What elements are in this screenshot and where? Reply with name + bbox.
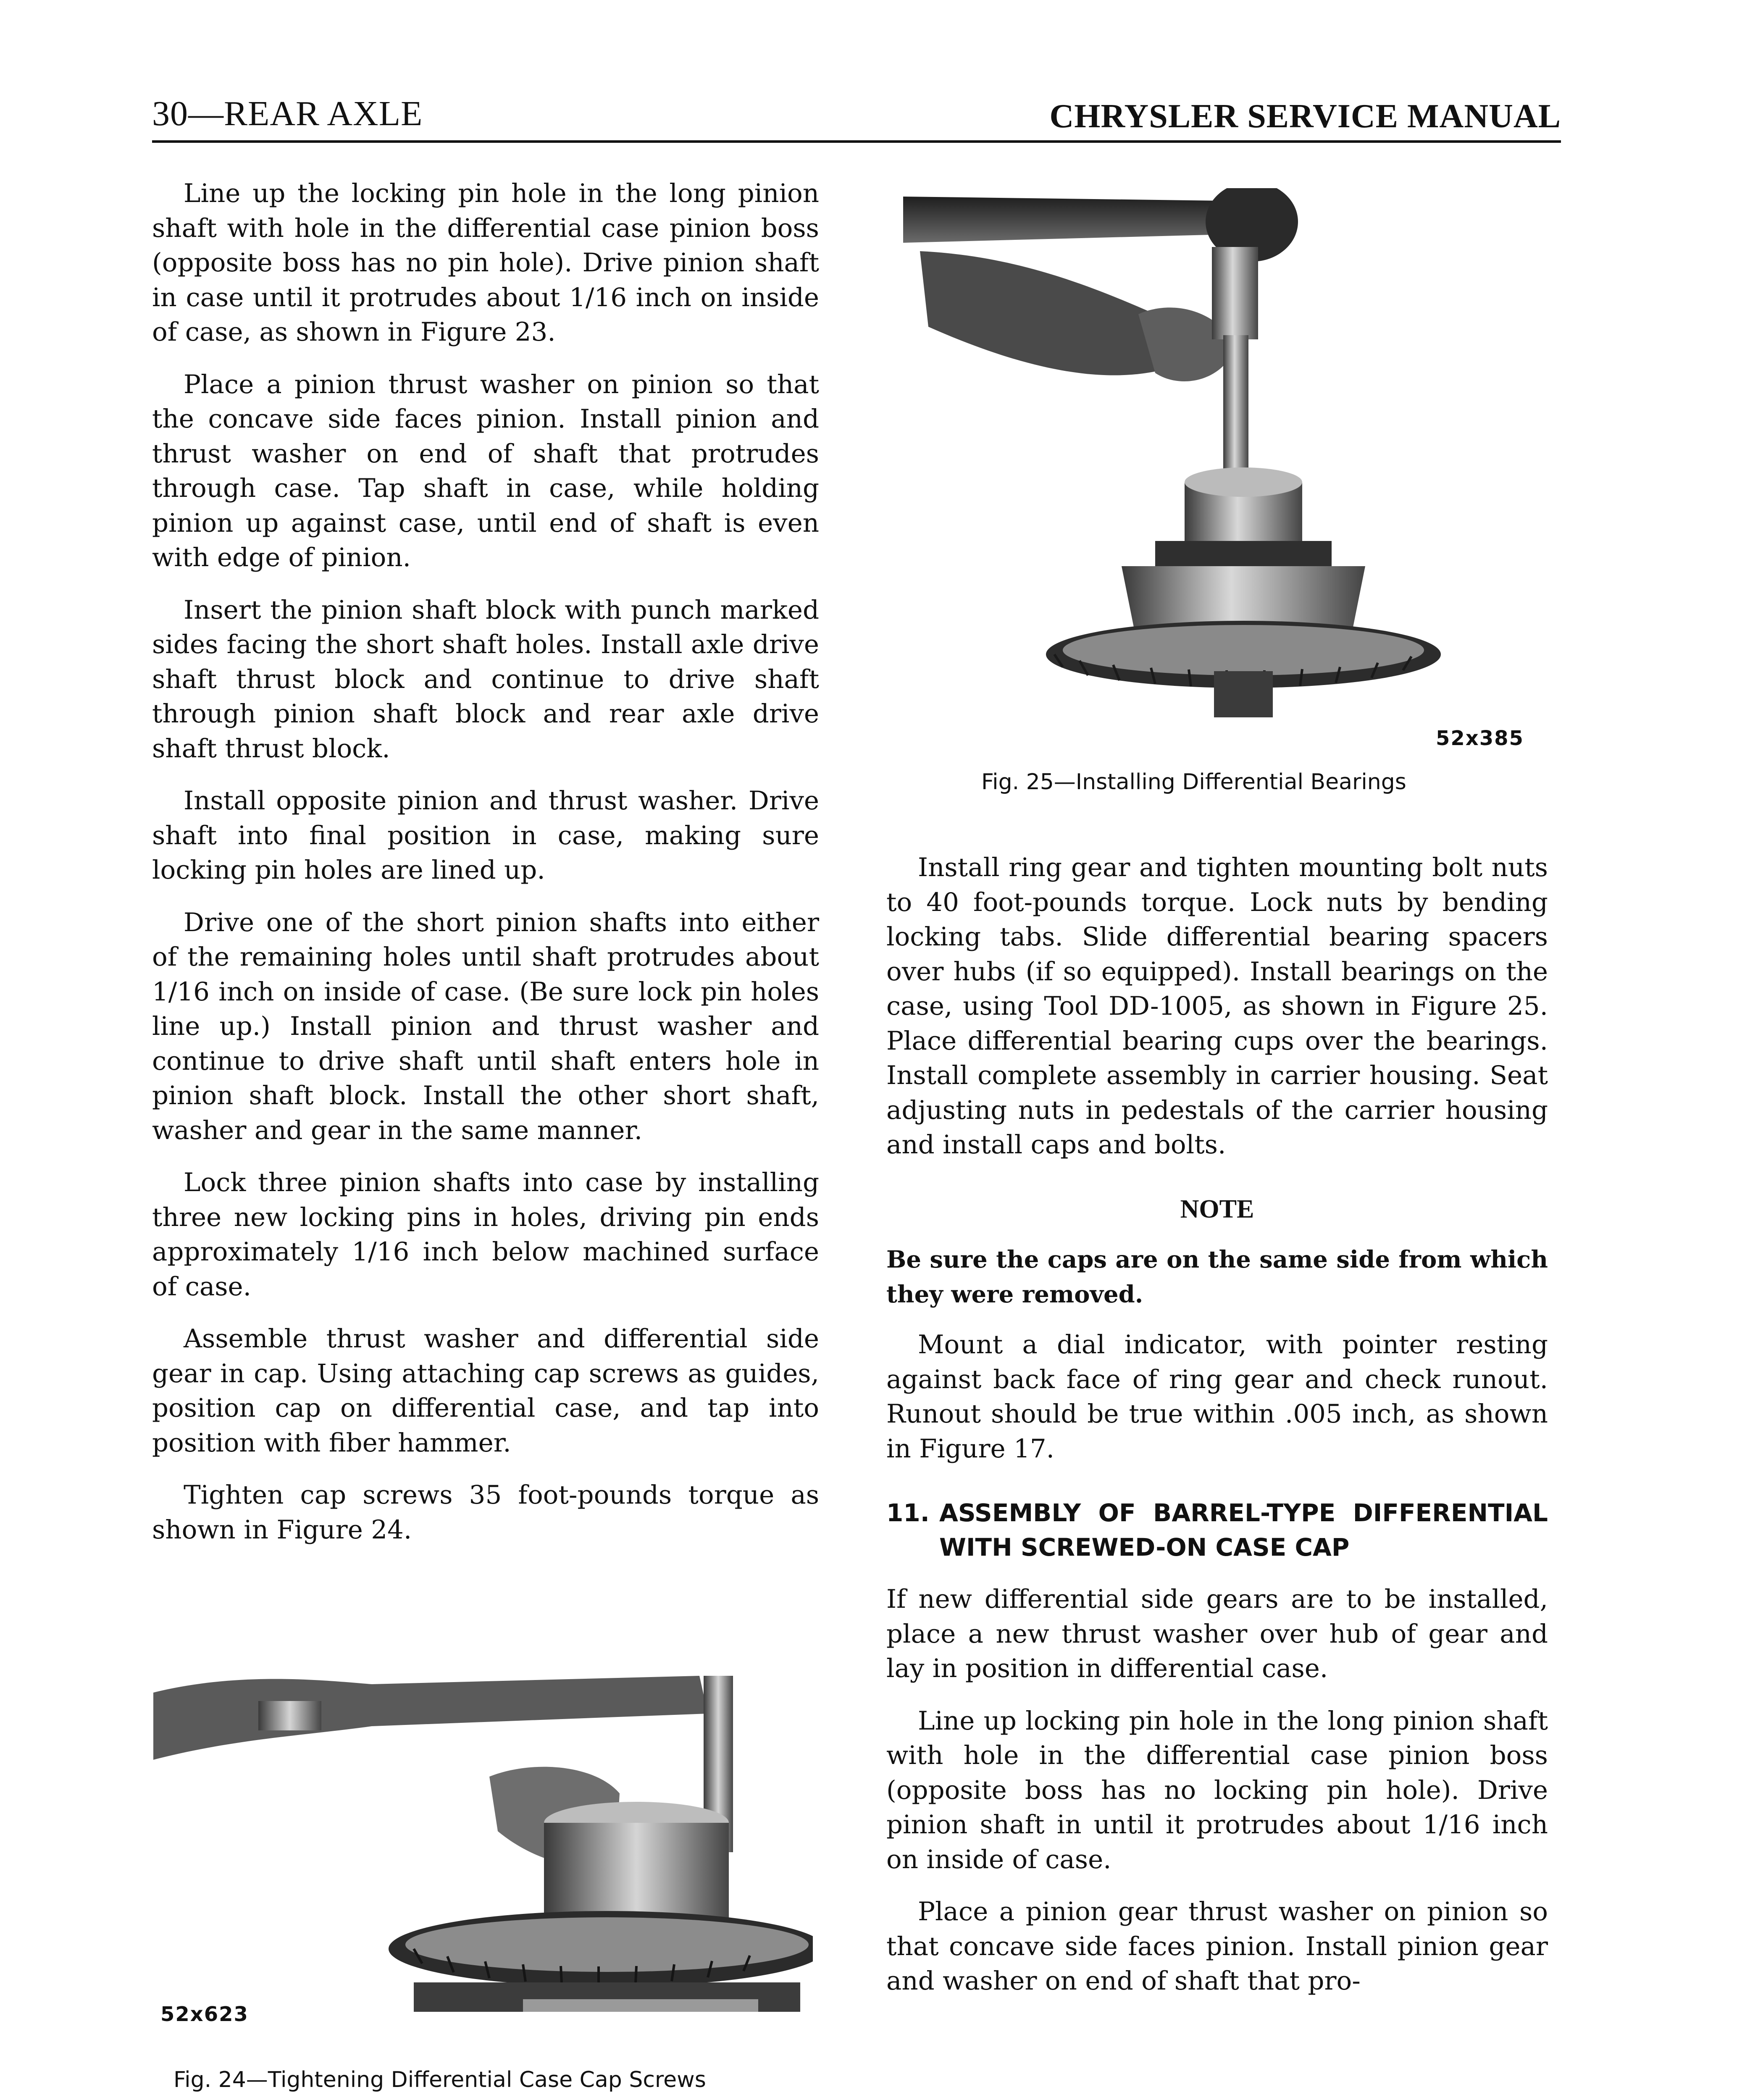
section-number: 11.: [886, 1499, 930, 1527]
paragraph: Tighten cap screws 35 foot-pounds torque as shown in Figure 24.: [152, 1480, 819, 1545]
figure-25-photo: [903, 188, 1458, 743]
paragraph: Install opposite pinion and thrust washer. Drive shaft into final position in case, making sure locking pin holes are lined up.: [152, 786, 819, 885]
paragraph: Lock three pinion shafts into case by installing three new locking pins in holes, driving pin ends approximately 1/16 inch below machined surface of case.: [152, 1168, 819, 1302]
left-column: [152, 176, 819, 1565]
figure-24-photo: [153, 1655, 813, 2029]
right-column-top: [886, 850, 1548, 2016]
paragraph: Line up locking pin hole in the long pinion shaft with hole in the differential case pinion boss (opposite boss has no locking pin hole). Drive pinion shaft in until it protrudes about 1/16 inch on inside of case.: [886, 1706, 1548, 1874]
paragraph: Place a pinion thrust washer on pinion so that the concave side faces pinion. Install pinion and thrust washer on end of shaft that protrudes through case. Tap shaft in case, while holding pinion up against case, until end of shaft is even with edge of pinion.: [152, 369, 819, 572]
figure-24-code: 52x623: [160, 2003, 249, 2026]
figure-24-caption: Fig. 24—Tightening Differential Case Cap Screws: [173, 2067, 706, 2092]
paragraph: Place a pinion gear thrust washer on pinion so that concave side faces pinion. Install pinion gear and washer on end of shaft that pro-: [886, 1897, 1548, 1996]
page-header-right: CHRYSLER SERVICE MANUAL: [1049, 98, 1561, 135]
note-body: Be sure the caps are on the same side from which they were removed.: [886, 1246, 1548, 1308]
figure-25-code: 52x385: [1436, 727, 1524, 750]
paragraph: Install ring gear and tighten mounting bolt nuts to 40 foot-pounds torque. Lock nuts by bending locking tabs. Slide differential bearing spacers over hubs (if so equipped). Install bearings on the case, using Tool DD-1005, as shown in Figure 25. Place differential bearing cups over the bearings. Install complete assembly in carrier housing. Seat adjusting nuts in pedestals of the carrier housing and install caps and bolts.: [886, 853, 1548, 1160]
paragraph: Drive one of the short pinion shafts into either of the remaining holes until shaft protrudes about 1/16 inch on inside of case. (Be sure lock pin holes line up.) Install pinion and thrust washer and continue to drive shaft until shaft enters hole in pinion shaft block. Install the other short shaft, washer and gear in the same manner.: [152, 907, 819, 1145]
section-title: ASSEMBLY OF BARREL-TYPE DIFFERENTIAL WITH SCREWED-ON CASE CAP: [939, 1499, 1548, 1562]
page-header-left: 30—REAR AXLE: [152, 94, 423, 133]
header-rule: [152, 140, 1561, 143]
paragraph: Insert the pinion shaft block with punch marked sides facing the short shaft holes. Install axle drive shaft thrust block and continue to drive shaft through pinion shaft block and rear axle drive shaft thrust block.: [152, 595, 819, 764]
paragraph: Mount a dial indicator, with pointer resting against back face of ring gear and check runout. Runout should be true within .005 inch, as shown in Figure 17.: [886, 1330, 1548, 1464]
paragraph: If new differential side gears are to be installed, place a new thrust washer over hub of gear and lay in position in differential case.: [886, 1584, 1548, 1683]
paragraph: Line up the locking pin hole in the long pinion shaft with hole in the differential case pinion boss (opposite boss has no pin hole). Drive pinion shaft in case until it protrudes about 1/16 inch on inside of case, as shown in Figure 23.: [152, 178, 819, 347]
paragraph: Assemble thrust washer and differential side gear in cap. Using attaching cap screws as guides, position cap on differential case, and tap into position with fiber hammer.: [152, 1324, 819, 1458]
figure-25-caption: Fig. 25—Installing Differential Bearings: [981, 769, 1406, 795]
section-heading: [886, 1496, 1548, 1564]
note-heading: NOTE: [1180, 1194, 1254, 1223]
